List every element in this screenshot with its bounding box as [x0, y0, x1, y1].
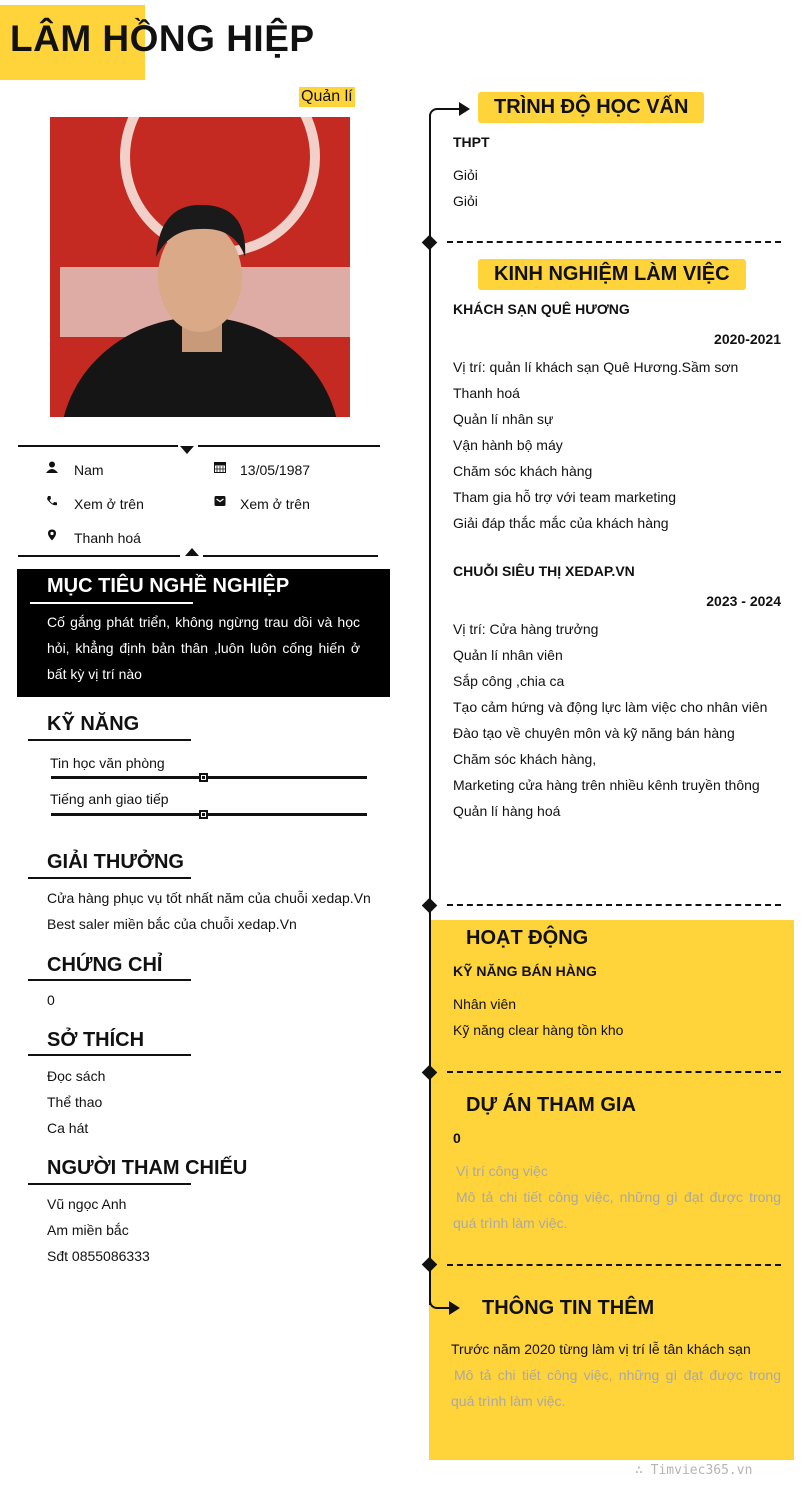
info-divider-top-right	[198, 445, 380, 447]
gender-value: Nam	[74, 462, 104, 478]
awards-title: GIẢI THƯỞNG	[47, 851, 184, 873]
list-item: Vận hành bộ máy	[453, 437, 563, 453]
list-item: 0	[47, 992, 55, 1008]
skill-bar-knob[interactable]	[199, 773, 208, 782]
arrow-right-icon	[449, 1301, 460, 1315]
list-item: Đào tạo về chuyên môn và kỹ năng bán hàng	[453, 725, 735, 741]
list-item: Best saler miền bắc của chuỗi xedap.Vn	[47, 916, 297, 932]
list-item: Quản lí nhân viên	[453, 647, 563, 663]
objective-underline	[30, 602, 193, 604]
skill-name: Tiếng anh giao tiếp	[50, 791, 169, 807]
watermark: ∴ Timviec365.vn	[635, 1463, 753, 1478]
references-list	[47, 1191, 150, 1269]
arrow-right-icon	[459, 102, 470, 116]
list-item: Giải đáp thắc mắc của khách hàng	[453, 515, 669, 531]
list-item: Thể thao	[47, 1094, 103, 1110]
section-separator	[447, 1071, 781, 1073]
list-item: Quản lí hàng hoá	[453, 803, 561, 819]
phone-value[interactable]: Xem ở trên	[74, 496, 144, 512]
job-company: KHÁCH SẠN QUÊ HƯƠNG	[453, 301, 630, 317]
activity-name: KỸ NĂNG BÁN HÀNG	[453, 963, 597, 979]
activity-details	[453, 991, 623, 1043]
project-position-placeholder: Vị trí công việc	[456, 1163, 548, 1179]
list-item: Marketing cửa hàng trên nhiều kênh truyền thông	[453, 777, 760, 793]
list-item: Giỏi	[453, 193, 478, 209]
job-details	[453, 354, 781, 536]
info-divider-arrow-up	[185, 548, 199, 556]
references-underline	[28, 1183, 191, 1185]
list-item: Tham gia hỗ trợ với team marketing	[453, 489, 676, 505]
objective-title: MỤC TIÊU NGHỀ NGHIỆP	[47, 575, 290, 597]
education-school: THPT	[453, 134, 490, 150]
certificates-title: CHỨNG CHỈ	[47, 954, 163, 976]
info-divider-bottom-left	[18, 555, 180, 557]
location-icon	[45, 529, 59, 544]
education-title: TRÌNH ĐỘ HỌC VẤN	[478, 92, 704, 123]
project-description-placeholder: Mô tả chi tiết công việc, những gì đạt được trong quá trình làm việc.	[453, 1189, 781, 1231]
education-details	[453, 162, 478, 214]
references-title: NGƯỜI THAM CHIẾU	[47, 1157, 248, 1179]
hobbies-underline	[28, 1054, 191, 1056]
job-period: 2023 - 2024	[706, 593, 781, 609]
skill-bar-track	[51, 813, 367, 816]
hobbies-title: SỞ THÍCH	[47, 1029, 145, 1051]
info-divider-top-left	[18, 445, 178, 447]
list-item: Sđt 0855086333	[47, 1248, 150, 1264]
list-item: Sắp công ,chia ca	[453, 673, 565, 689]
list-item: Đọc sách	[47, 1068, 106, 1084]
list-item: Am miền bắc	[47, 1222, 129, 1238]
job-details	[453, 616, 781, 824]
list-item: Kỹ năng clear hàng tồn kho	[453, 1022, 624, 1038]
list-item: Giỏi	[453, 167, 478, 183]
skill-bar-knob[interactable]	[199, 810, 208, 819]
project-name: 0	[453, 1130, 461, 1146]
user-icon	[45, 461, 59, 476]
email-value[interactable]: Xem ở trên	[240, 496, 310, 512]
list-item: Tạo cảm hứng và động lực làm việc cho nhân viên	[453, 699, 768, 715]
awards-underline	[28, 877, 191, 879]
additional-description-placeholder: Mô tả chi tiết công việc, những gì đạt được trong quá trình làm việc.	[451, 1367, 781, 1409]
skill-bar-track	[51, 776, 367, 779]
list-item: Vị trí: quản lí khách sạn Quê Hương.Sầm sơn Thanh hoá	[453, 359, 739, 401]
additional-text: Trước năm 2020 từng làm vị trí lễ tân khách sạn	[451, 1341, 751, 1357]
timeline-connector	[429, 108, 459, 117]
job-company: CHUỖI SIÊU THỊ XEDAP.VN	[453, 563, 635, 579]
list-item: Cửa hàng phục vụ tốt nhất năm của chuỗi xedap.Vn	[47, 890, 371, 906]
section-separator	[447, 904, 781, 906]
skill-name: Tin học văn phòng	[50, 755, 165, 771]
timeline-diamond	[422, 235, 438, 251]
email-icon	[213, 495, 227, 510]
hobbies-list	[47, 1063, 105, 1141]
list-item: Quản lí nhân sự	[453, 411, 554, 427]
info-divider-arrow-down	[180, 446, 194, 454]
list-item: Vị trí: Cửa hàng trưởng	[453, 621, 599, 637]
activities-title: HOẠT ĐỘNG	[466, 927, 589, 949]
job-period: 2020-2021	[714, 331, 781, 347]
additional-title: THÔNG TIN THÊM	[482, 1297, 655, 1319]
birthday-value: 13/05/1987	[240, 462, 311, 478]
list-item: Nhân viên	[453, 996, 517, 1012]
skills-title: KỸ NĂNG	[47, 713, 140, 735]
address-value: Thanh hoá	[74, 530, 141, 546]
objective-text: Cố gắng phát triển, không ngừng trau dồi và học hỏi, khẳng định bản thân ,luôn luôn cống hiến ở bất kỳ vị trí nào	[47, 614, 360, 682]
list-item: Vũ ngọc Anh	[47, 1196, 127, 1212]
list-item: Ca hát	[47, 1120, 89, 1136]
timeline-diamond	[422, 898, 438, 914]
certificates-underline	[28, 979, 191, 981]
calendar-icon	[213, 461, 227, 476]
candidate-name: LÂM HỒNG HIỆP	[10, 18, 315, 59]
list-item: Chăm sóc khách hàng	[453, 463, 593, 479]
awards-list	[47, 885, 371, 937]
timeline-line	[429, 115, 431, 1305]
section-separator	[447, 241, 781, 243]
projects-title: DỰ ÁN THAM GIA	[466, 1094, 636, 1116]
info-divider-bottom-right	[203, 555, 378, 557]
skills-underline	[28, 739, 191, 741]
job-title: Quản lí	[301, 88, 353, 105]
list-item: Chăm sóc khách hàng,	[453, 751, 597, 767]
timeline-connector	[429, 1295, 451, 1309]
phone-icon	[45, 495, 59, 510]
profile-photo	[50, 117, 350, 417]
section-separator	[447, 1264, 781, 1266]
profile-photo-art	[50, 117, 350, 417]
experience-title: KINH NGHIỆM LÀM VIỆC	[478, 259, 746, 290]
